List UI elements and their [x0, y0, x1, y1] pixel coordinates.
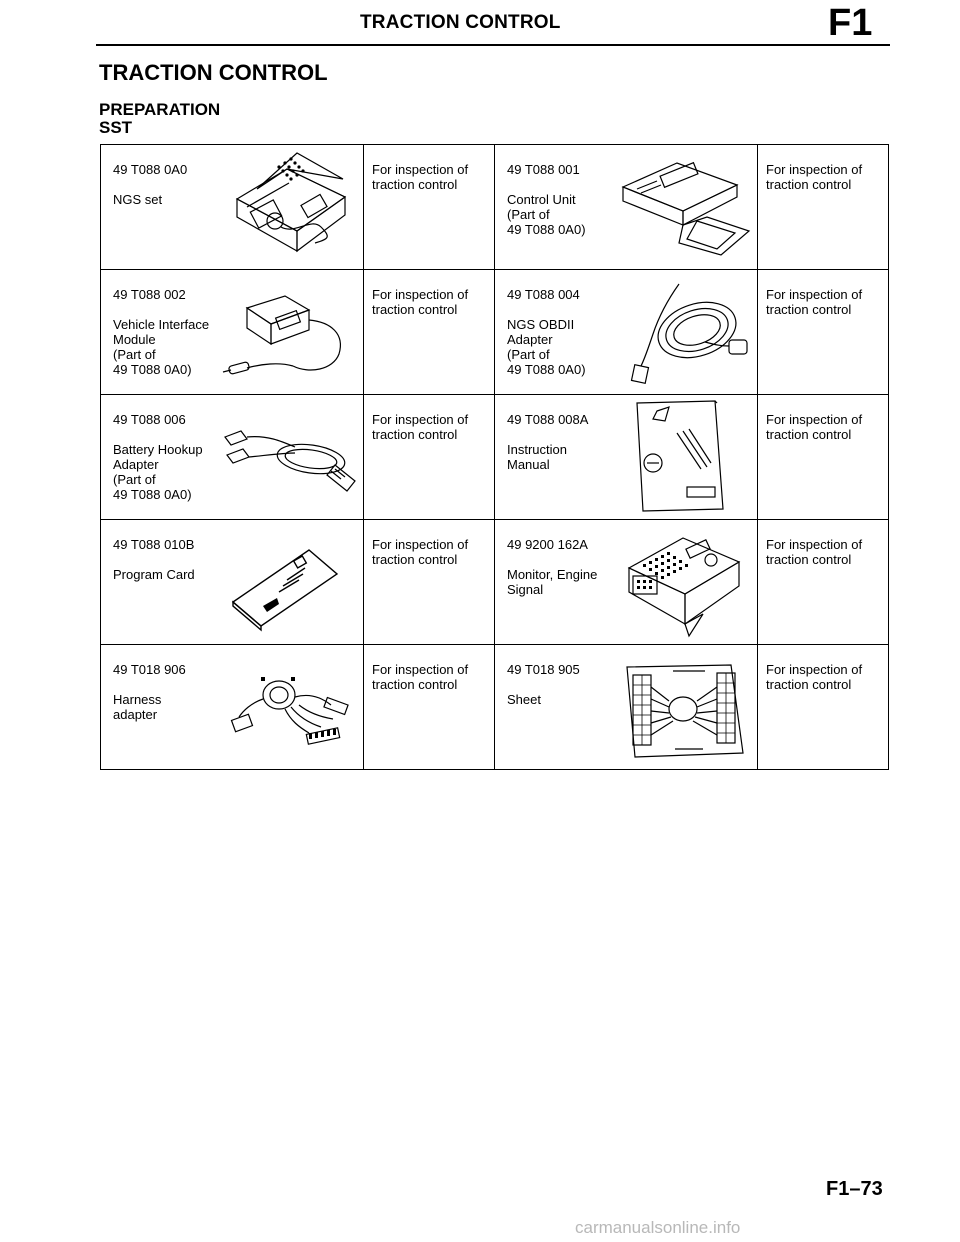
tool-cell — [495, 270, 758, 395]
obdii-adapter-cable-icon — [619, 280, 755, 392]
tool-number: 49 T088 010B — [113, 537, 195, 552]
tool-cell — [101, 145, 364, 270]
tool-purpose: For inspection of traction control — [766, 162, 863, 192]
tool-name: Sheet — [507, 692, 541, 707]
tool-name: Control Unit (Part of 49 T088 0A0) — [507, 192, 586, 237]
vehicle-interface-module-icon — [219, 288, 359, 392]
tool-purpose: For inspection of traction control — [372, 287, 469, 317]
page-title: TRACTION CONTROL — [99, 60, 328, 85]
tool-purpose: For inspection of traction control — [766, 662, 863, 692]
purpose-cell — [364, 520, 495, 645]
watermark: carmanualsonline.info — [575, 1218, 741, 1237]
tool-cell — [101, 645, 364, 770]
table-row — [101, 145, 889, 270]
tool-number: 49 9200 162A — [507, 537, 588, 552]
tool-number: 49 T088 008A — [507, 412, 589, 427]
breakout-sheet-icon — [613, 661, 751, 763]
tool-number: 49 T088 002 — [113, 287, 186, 302]
tool-number: 49 T018 905 — [507, 662, 580, 677]
tool-cell — [495, 520, 758, 645]
purpose-cell — [758, 270, 889, 395]
tool-name: NGS set — [113, 192, 163, 207]
sst-table — [100, 144, 889, 770]
purpose-cell — [758, 395, 889, 520]
tool-name: Instruction Manual — [507, 442, 567, 472]
battery-hookup-cable-icon — [215, 417, 363, 513]
section-heading: PREPARATION — [99, 100, 221, 119]
purpose-cell — [758, 645, 889, 770]
instruction-manual-icon — [631, 399, 731, 517]
harness-adapter-icon — [229, 667, 361, 763]
tool-purpose: For inspection of traction control — [372, 412, 469, 442]
tool-name: Harness adapter — [113, 692, 162, 722]
header-title: TRACTION CONTROL — [360, 12, 561, 33]
tool-cell — [495, 395, 758, 520]
tool-cell — [495, 145, 758, 270]
tool-name: Program Card — [113, 567, 195, 582]
engine-signal-monitor-icon — [619, 528, 755, 640]
purpose-cell — [364, 645, 495, 770]
tool-cell — [101, 520, 364, 645]
table-row — [101, 520, 889, 645]
subsection-heading: SST — [99, 118, 133, 137]
purpose-cell — [758, 145, 889, 270]
page-number: F1–73 — [826, 1178, 883, 1200]
tool-cell — [101, 270, 364, 395]
tool-number: 49 T088 006 — [113, 412, 186, 427]
tool-purpose: For inspection of traction control — [766, 287, 863, 317]
tool-name: Vehicle Interface Module (Part of 49 T088 0A0) — [113, 317, 210, 377]
tool-purpose: For inspection of traction control — [372, 162, 469, 192]
ngs-set-case-icon — [217, 147, 357, 265]
tool-purpose: For inspection of traction control — [372, 662, 469, 692]
purpose-cell — [758, 520, 889, 645]
tool-name: NGS OBDII Adapter (Part of 49 T088 0A0) — [507, 317, 586, 377]
tool-name: Battery Hookup Adapter (Part of 49 T088 0A0) — [113, 442, 203, 502]
tool-number: 49 T088 0A0 — [113, 162, 188, 177]
tool-purpose: For inspection of traction control — [766, 412, 863, 442]
tool-purpose: For inspection of traction control — [372, 537, 469, 567]
table-row — [101, 395, 889, 520]
tool-cell — [101, 395, 364, 520]
tool-number: 49 T088 001 — [507, 162, 580, 177]
tool-number: 49 T088 004 — [507, 287, 580, 302]
tool-purpose: For inspection of traction control — [766, 537, 863, 567]
section-code: F1 — [828, 2, 873, 44]
table-row — [101, 645, 889, 770]
control-unit-icon — [617, 157, 757, 261]
tool-cell — [495, 645, 758, 770]
purpose-cell — [364, 270, 495, 395]
purpose-cell — [364, 145, 495, 270]
tool-number: 49 T018 906 — [113, 662, 186, 677]
program-card-icon — [227, 544, 347, 636]
table-row — [101, 270, 889, 395]
header-rule — [96, 44, 890, 46]
tool-name: Monitor, Engine Signal — [507, 567, 598, 597]
purpose-cell — [364, 395, 495, 520]
